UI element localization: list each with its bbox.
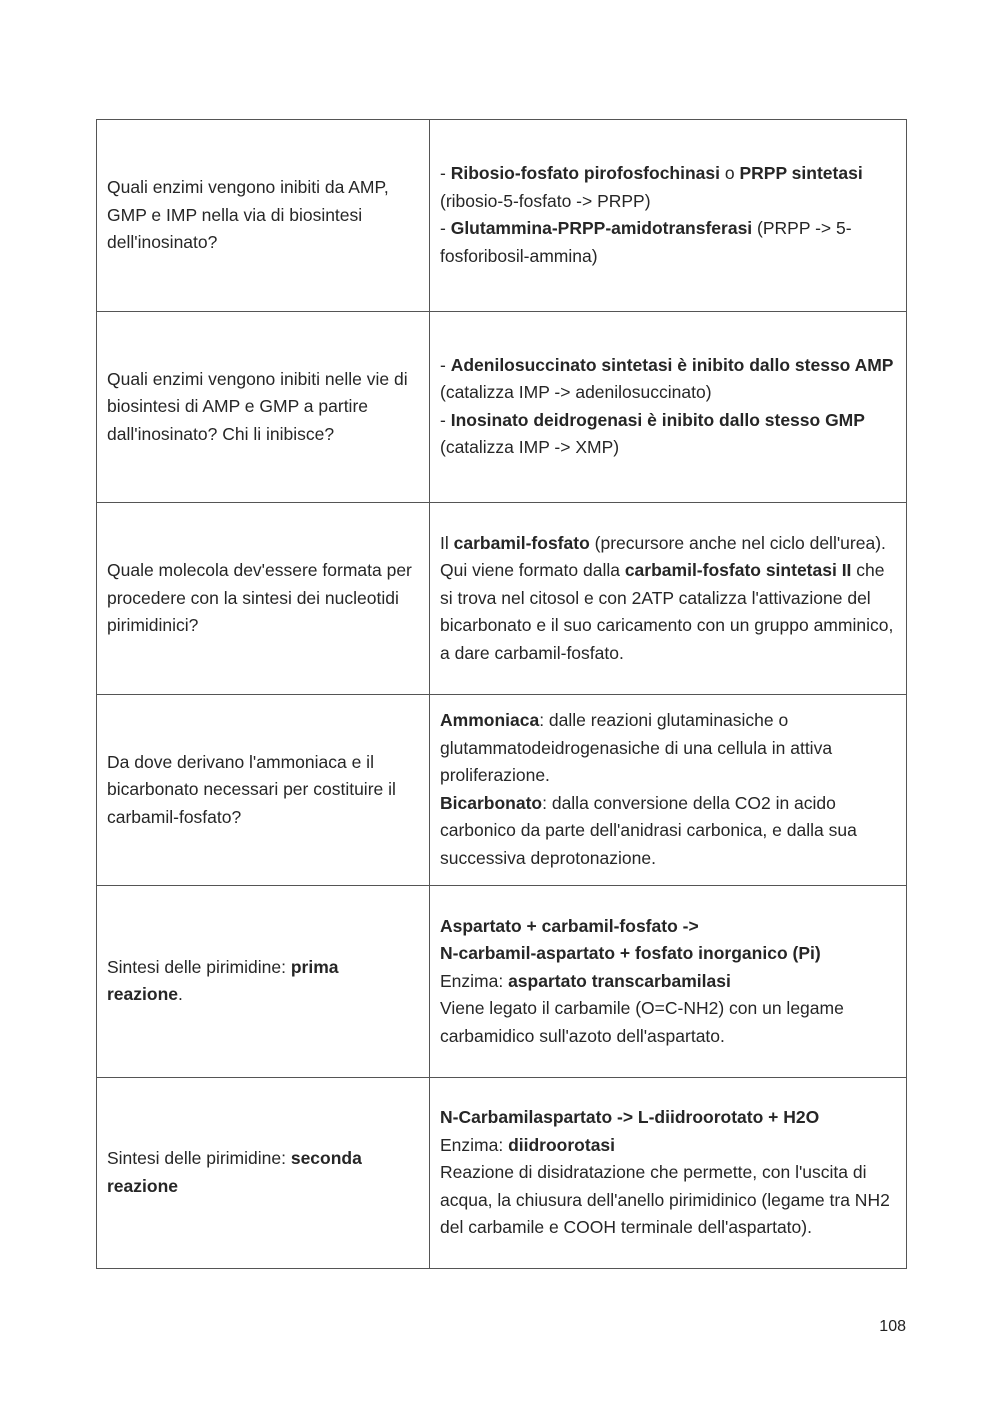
text-run: (PRPP -> 5-fosforibosil-ammina) xyxy=(440,218,852,266)
page-number: 108 xyxy=(879,1318,906,1335)
text-run: Quali enzimi vengono inibiti da AMP, GMP e IMP nella via di biosintesi dell'inosinato? xyxy=(107,177,389,252)
table-row xyxy=(97,886,907,1078)
answer-line xyxy=(440,995,896,1050)
answer-line xyxy=(440,160,896,215)
bold-text: diidroorotasi xyxy=(508,1134,616,1155)
bold-text: Ribosio-fosfato pirofosfochinasi xyxy=(450,163,721,184)
bold-text: prima reazione xyxy=(107,956,339,1005)
answer-line xyxy=(440,407,896,462)
text-run: : dalla conversione della CO2 in acido carbonico da parte dell'anidrasi carbonica, e dalla sua successiva deprotonazione. xyxy=(440,792,857,868)
question-cell xyxy=(97,1077,430,1269)
bold-text: Aspartato + carbamil-fosfato -> xyxy=(440,915,699,936)
text-run: che si trova nel citosol e con 2ATP catalizza l'attivazione del bicarbonato e il suo caricamento con un gruppo amminico, a dare carbamil-fosfato. xyxy=(440,560,894,663)
text-run: (ribosio-5-fosfato -> PRPP) xyxy=(440,190,651,211)
text-run: - xyxy=(440,218,451,239)
answer-line xyxy=(440,215,896,270)
bold-text: PRPP sintetasi xyxy=(739,163,863,184)
text-run: Enzima: xyxy=(440,1134,509,1155)
text-run: Sintesi delle pirimidine: xyxy=(107,956,291,977)
answer-cell xyxy=(430,311,907,503)
bold-text: carbamil-fosfato sintetasi II xyxy=(624,560,852,580)
bold-text: Bicarbonato xyxy=(440,792,543,813)
text-run: Quale molecola dev'essere formata per procedere con la sintesi dei nucleotidi pirimidinici? xyxy=(107,560,412,635)
answer-cell xyxy=(430,503,907,695)
question-cell xyxy=(97,503,430,695)
text-run: - xyxy=(440,354,451,375)
text-run: : dalle reazioni glutaminasiche o glutammatodeidrogenasiche di una cellula in attiva proliferazione. xyxy=(440,710,833,786)
bold-text: Inosinato deidrogenasi è inibito dallo stesso GMP xyxy=(450,409,865,430)
text-run: - xyxy=(440,409,451,430)
qa-table-body xyxy=(97,120,907,1269)
text-run: - xyxy=(440,163,451,184)
answer-line xyxy=(440,790,896,873)
bold-text: N-Carbamilaspartato -> L-diidroorotato + H2O xyxy=(440,1107,820,1127)
table-row xyxy=(97,1077,907,1269)
text-run: Il xyxy=(440,532,454,553)
table-row xyxy=(97,503,907,695)
bold-text: aspartato transcarbamilasi xyxy=(508,970,731,991)
bold-text: Adenilosuccinato sintetasi è inibito dallo stesso AMP xyxy=(450,354,894,375)
bold-text: Glutammina-PRPP-amidotransferasi xyxy=(450,218,753,239)
text-run: (precursore anche nel ciclo dell'urea). Qui viene formato dalla xyxy=(440,532,886,580)
answer-cell xyxy=(430,120,907,312)
text-run: . xyxy=(178,984,183,1005)
text-run: Sintesi delle pirimidine: xyxy=(107,1148,291,1169)
bold-text: seconda reazione xyxy=(107,1148,362,1196)
text-run: (catalizza IMP -> adenilosuccinato) xyxy=(440,382,712,403)
answer-line xyxy=(440,913,896,941)
text-run: (catalizza IMP -> XMP) xyxy=(440,437,620,458)
bold-text: carbamil-fosfato xyxy=(453,532,590,553)
table-row xyxy=(97,120,907,312)
answer-line xyxy=(440,968,896,996)
answer-cell xyxy=(430,694,907,886)
question-cell xyxy=(97,120,430,312)
bold-text: N-carbamil-aspartato + fosfato inorganico (Pi) xyxy=(440,943,821,963)
answer-line xyxy=(440,707,896,790)
question-cell xyxy=(97,886,430,1078)
answer-line xyxy=(440,1104,896,1132)
text-run: Reazione di disidratazione che permette, con l'uscita di acqua, la chiusura dell'anello pirimidinico (legame tra NH2 del carbamile e COOH terminale dell'aspartato). xyxy=(440,1162,890,1237)
answer-cell xyxy=(430,886,907,1078)
table-row xyxy=(97,311,907,503)
text-run: o xyxy=(720,163,740,184)
text-run: Viene legato il carbamile (O=C-NH2) con un legame carbamidico sull'azoto dell'aspartato. xyxy=(440,998,844,1046)
bold-text: Ammoniaca xyxy=(440,710,540,731)
text-run: Da dove derivano l'ammoniaca e il bicarbonato necessari per costituire il carbamil-fosfato? xyxy=(107,751,396,827)
answer-cell xyxy=(430,1077,907,1269)
table-row xyxy=(97,694,907,886)
answer-line xyxy=(440,1159,896,1242)
answer-line xyxy=(440,530,896,668)
question-cell xyxy=(97,694,430,886)
answer-line xyxy=(440,352,896,407)
answer-line xyxy=(440,940,896,968)
text-run: Enzima: xyxy=(440,970,509,991)
answer-line xyxy=(440,1132,896,1160)
text-run: Quali enzimi vengono inibiti nelle vie di biosintesi di AMP e GMP a partire dall'inosinato? Chi li inibisce? xyxy=(107,368,408,444)
qa-table xyxy=(96,119,907,1269)
question-cell xyxy=(97,311,430,503)
